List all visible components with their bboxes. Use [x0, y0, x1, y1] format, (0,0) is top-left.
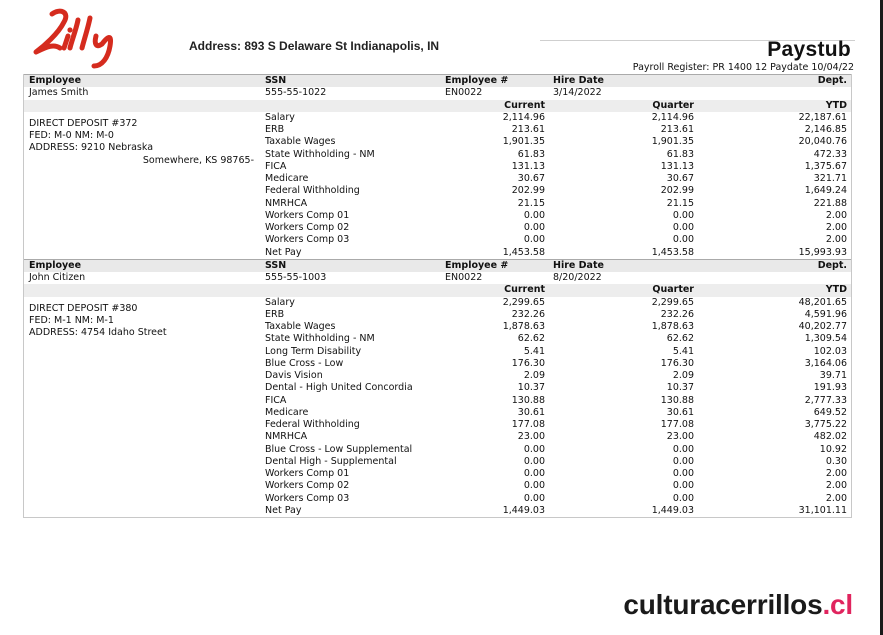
- pay-item-current: 30.61: [517, 406, 545, 418]
- pay-item-label: Dental High - Supplemental: [265, 455, 397, 467]
- watermark-tld: .cl: [822, 589, 853, 620]
- pay-item-label: Workers Comp 03: [265, 234, 350, 246]
- pay-item-row: [24, 468, 851, 480]
- pay-item-ytd: 2,146.85: [804, 124, 847, 135]
- employee-info-row: [24, 272, 851, 284]
- pay-item-ytd: 1,309.54: [804, 333, 847, 345]
- pay-item-row: [24, 346, 851, 358]
- pay-item-quarter: 232.26: [660, 308, 694, 320]
- pay-item-current: 30.67: [517, 173, 545, 184]
- pay-item-quarter: 30.61: [666, 406, 694, 418]
- pay-item-row: [24, 382, 851, 394]
- pay-item-quarter: 0.00: [672, 234, 694, 246]
- pay-item-ytd: 40,202.77: [798, 321, 847, 332]
- pay-item-quarter: 213.61: [660, 124, 694, 135]
- pay-item-current: 0.00: [523, 443, 545, 455]
- amounts-header-row: [24, 284, 851, 296]
- pay-item-quarter: 0.00: [672, 222, 694, 233]
- pay-item-quarter: 1,449.03: [651, 504, 694, 516]
- pay-item-quarter: 0.00: [672, 492, 694, 504]
- employee-col-header: Employee: [29, 75, 82, 86]
- pay-item-label: Workers Comp 01: [265, 468, 350, 479]
- pay-item-quarter: 202.99: [660, 185, 694, 197]
- pay-item-ytd: 1,649.24: [804, 185, 847, 197]
- pay-item-label: Long Term Disability: [265, 345, 362, 357]
- quarter-col-header: Quarter: [652, 284, 694, 296]
- employee-hire-date: 3/14/2022: [553, 87, 602, 99]
- pay-item-row: [24, 185, 851, 197]
- pay-item-label: State Withholding - NM: [265, 333, 375, 345]
- employee-info-row: [24, 87, 851, 99]
- pay-item-row: [24, 395, 851, 407]
- direct-deposit: DIRECT DEPOSIT #380: [29, 302, 138, 314]
- employee-detail-block: [24, 297, 851, 518]
- pay-item-ytd: 22,187.61: [798, 111, 847, 123]
- pay-item-quarter: 1,453.58: [651, 246, 694, 258]
- employee-ssn: 555-55-1003: [265, 272, 327, 283]
- pay-item-label: Workers Comp 02: [265, 222, 350, 233]
- pay-item-row: [24, 234, 851, 246]
- pay-item-ytd: 2.00: [825, 480, 847, 492]
- pay-item-ytd: 191.93: [813, 382, 847, 394]
- employee-name: John Citizen: [29, 272, 86, 283]
- pay-item-ytd: 482.02: [813, 431, 847, 443]
- lilly-logo: [30, 6, 134, 70]
- pay-item-current: 177.08: [511, 419, 545, 430]
- pay-item-label: Workers Comp 03: [265, 492, 350, 504]
- pay-item-row: [24, 407, 851, 419]
- pay-item-current: 23.00: [517, 431, 545, 443]
- pay-item-current: 0.00: [523, 492, 545, 504]
- pay-item-label: Medicare: [265, 173, 309, 184]
- company-address: Address: 893 S Delaware St Indianapolis, IN: [189, 39, 440, 53]
- pay-item-row: [24, 222, 851, 234]
- employee-header-row: [24, 259, 851, 272]
- watermark-brand: [623, 589, 853, 621]
- pay-item-label: Salary: [265, 296, 295, 308]
- pay-item-current: 131.13: [511, 160, 545, 172]
- pay-item-label: Medicare: [265, 406, 309, 418]
- pay-item-quarter: 0.00: [672, 468, 694, 479]
- pay-item-row: [24, 456, 851, 468]
- current-col-header: Current: [504, 284, 545, 296]
- pay-item-current: 232.26: [511, 308, 545, 320]
- pay-item-quarter: 62.62: [666, 333, 694, 345]
- employee-address: ADDRESS: 9210 Nebraska: [29, 142, 154, 154]
- direct-deposit: DIRECT DEPOSIT #372: [29, 117, 138, 129]
- pay-item-current: 1,449.03: [502, 504, 545, 516]
- employee-number: EN0022: [445, 272, 483, 283]
- pay-item-quarter: 2,114.96: [651, 111, 694, 123]
- employee-city: Somewhere, KS 98765-: [142, 154, 254, 166]
- employee-no-col-header: Employee #: [445, 75, 509, 86]
- pay-item-quarter: 0.00: [672, 480, 694, 492]
- pay-item-ytd: 15,993.93: [798, 246, 847, 258]
- pay-item-ytd: 0.30: [825, 455, 847, 467]
- pay-item-label: Salary: [265, 111, 295, 123]
- pay-item-current: 202.99: [511, 185, 545, 197]
- pay-item-label: Dental - High United Concordia: [265, 382, 413, 394]
- pay-item-current: 0.00: [523, 234, 545, 246]
- pay-item-quarter: 0.00: [672, 209, 694, 221]
- pay-item-label: Davis Vision: [265, 370, 323, 381]
- quarter-col-header: Quarter: [652, 99, 694, 111]
- pay-item-ytd: 3,775.22: [804, 419, 847, 430]
- pay-item-current: 1,901.35: [502, 136, 545, 148]
- pay-item-label: NMRHCA: [265, 431, 308, 443]
- pay-item-row: [24, 444, 851, 456]
- pay-item-label: FICA: [265, 394, 287, 406]
- current-col-header: Current: [504, 99, 545, 111]
- net-pay-row: [24, 505, 851, 517]
- net-pay-row: [24, 247, 851, 259]
- pay-item-row: [24, 149, 851, 161]
- ytd-col-header: YTD: [825, 284, 847, 296]
- pay-item-current: 10.37: [517, 382, 545, 394]
- pay-item-ytd: 2.00: [825, 209, 847, 221]
- employee-header-row: [24, 74, 851, 87]
- pay-item-ytd: 1,375.67: [804, 160, 847, 172]
- pay-item-row: [24, 321, 851, 333]
- pay-item-label: Taxable Wages: [265, 136, 336, 148]
- pay-item-current: 0.00: [523, 455, 545, 467]
- employee-number: EN0022: [445, 87, 483, 99]
- pay-item-ytd: 2.00: [825, 492, 847, 504]
- pay-item-current: 2,299.65: [502, 296, 545, 308]
- pay-item-quarter: 10.37: [666, 382, 694, 394]
- pay-item-quarter: 2,299.65: [651, 296, 694, 308]
- pay-item-current: 130.88: [511, 394, 545, 406]
- pay-item-row: [24, 124, 851, 136]
- pay-item-current: 1,878.63: [502, 321, 545, 332]
- pay-item-quarter: 1,901.35: [651, 136, 694, 148]
- pay-item-current: 21.15: [517, 197, 545, 209]
- pay-item-ytd: 31,101.11: [798, 504, 847, 516]
- pay-item-label: ERB: [265, 308, 285, 320]
- pay-item-ytd: 3,164.06: [804, 357, 847, 369]
- pay-item-quarter: 23.00: [666, 431, 694, 443]
- pay-item-row: [24, 358, 851, 370]
- pay-item-label: Net Pay: [265, 504, 302, 516]
- page-title: Paystub: [767, 38, 851, 61]
- dept-col-header: Dept.: [817, 259, 847, 271]
- employee-name: James Smith: [29, 87, 89, 99]
- pay-item-ytd: 102.03: [813, 345, 847, 357]
- filing-status: FED: M-1 NM: M-1: [29, 314, 114, 326]
- pay-item-quarter: 0.00: [672, 443, 694, 455]
- amounts-header-row: [24, 100, 851, 112]
- pay-item-current: 0.00: [523, 209, 545, 221]
- pay-item-current: 2,114.96: [502, 111, 545, 123]
- pay-item-ytd: 2.00: [825, 468, 847, 479]
- pay-item-ytd: 2.00: [825, 222, 847, 233]
- pay-item-current: 0.00: [523, 480, 545, 492]
- dept-col-header: Dept.: [817, 75, 847, 86]
- pay-item-quarter: 0.00: [672, 455, 694, 467]
- ssn-col-header: SSN: [265, 259, 287, 271]
- pay-item-ytd: 2,777.33: [804, 394, 847, 406]
- pay-item-label: Federal Withholding: [265, 419, 360, 430]
- pay-item-label: Workers Comp 02: [265, 480, 350, 492]
- pay-item-row: [24, 198, 851, 210]
- pay-item-quarter: 130.88: [660, 394, 694, 406]
- pay-item-row: [24, 112, 851, 124]
- pay-item-label: Blue Cross - Low: [265, 357, 344, 369]
- ssn-col-header: SSN: [265, 75, 287, 86]
- pay-item-current: 1,453.58: [502, 246, 545, 258]
- hire-date-col-header: Hire Date: [553, 259, 604, 271]
- pay-item-label: FICA: [265, 160, 287, 172]
- pay-item-ytd: 321.71: [813, 173, 847, 184]
- pay-item-quarter: 61.83: [666, 148, 694, 160]
- pay-item-ytd: 39.71: [819, 370, 847, 381]
- pay-item-ytd: 221.88: [813, 197, 847, 209]
- pay-item-label: ERB: [265, 124, 285, 135]
- pay-item-label: State Withholding - NM: [265, 148, 375, 160]
- pay-item-label: Federal Withholding: [265, 185, 360, 197]
- pay-item-current: 61.83: [517, 148, 545, 160]
- pay-item-current: 213.61: [511, 124, 545, 135]
- employee-address: ADDRESS: 4754 Idaho Street: [29, 327, 167, 338]
- pay-item-row: [24, 210, 851, 222]
- pay-item-ytd: 48,201.65: [798, 296, 847, 308]
- pay-item-label: NMRHCA: [265, 197, 308, 209]
- pay-item-quarter: 177.08: [660, 419, 694, 430]
- pay-item-current: 2.09: [523, 370, 545, 381]
- pay-item-current: 0.00: [523, 468, 545, 479]
- filing-status: FED: M-0 NM: M-0: [29, 130, 114, 141]
- pay-item-row: [24, 309, 851, 321]
- pay-item-current: 62.62: [517, 333, 545, 345]
- pay-item-quarter: 131.13: [660, 160, 694, 172]
- pay-item-quarter: 176.30: [660, 357, 694, 369]
- pay-item-ytd: 4,591.96: [804, 308, 847, 320]
- pay-item-row: [24, 480, 851, 492]
- pay-item-row: [24, 370, 851, 382]
- watermark-name: culturacerrillos: [623, 589, 823, 620]
- employee-hire-date: 8/20/2022: [553, 272, 602, 283]
- employee-ssn: 555-55-1022: [265, 87, 327, 99]
- pay-item-quarter: 5.41: [672, 345, 694, 357]
- pay-item-label: Taxable Wages: [265, 321, 336, 332]
- pay-item-current: 176.30: [511, 357, 545, 369]
- pay-item-label: Workers Comp 01: [265, 209, 350, 221]
- pay-item-row: [24, 431, 851, 443]
- paystub-table: [23, 74, 852, 518]
- ytd-col-header: YTD: [825, 99, 847, 111]
- pay-item-current: 5.41: [523, 345, 545, 357]
- pay-item-quarter: 2.09: [672, 370, 694, 381]
- employee-detail-block: [24, 112, 851, 259]
- pay-item-ytd: 649.52: [813, 406, 847, 418]
- pay-item-quarter: 30.67: [666, 173, 694, 184]
- pay-item-quarter: 1,878.63: [651, 321, 694, 332]
- pay-item-label: Blue Cross - Low Supplemental: [265, 443, 413, 455]
- pay-item-row: [24, 419, 851, 431]
- pay-item-row: [24, 136, 851, 148]
- pay-item-row: [24, 297, 851, 309]
- pay-item-ytd: 20,040.76: [798, 136, 847, 148]
- payroll-register: Payroll Register: PR 1400 12 Paydate 10/04/22: [632, 62, 854, 73]
- pay-item-row: [24, 333, 851, 345]
- pay-item-label: Net Pay: [265, 246, 302, 258]
- employee-col-header: Employee: [29, 259, 82, 271]
- pay-item-ytd: 10.92: [819, 443, 847, 455]
- pay-item-ytd: 472.33: [813, 148, 847, 160]
- pay-items: [24, 297, 851, 518]
- pay-item-row: [24, 493, 851, 505]
- pay-item-quarter: 21.15: [666, 197, 694, 209]
- pay-items: [24, 112, 851, 259]
- employee-no-col-header: Employee #: [445, 259, 509, 271]
- pay-item-current: 0.00: [523, 222, 545, 233]
- pay-item-row: [24, 161, 851, 173]
- pay-item-ytd: 2.00: [825, 234, 847, 246]
- hire-date-col-header: Hire Date: [553, 75, 604, 86]
- pay-item-row: [24, 173, 851, 185]
